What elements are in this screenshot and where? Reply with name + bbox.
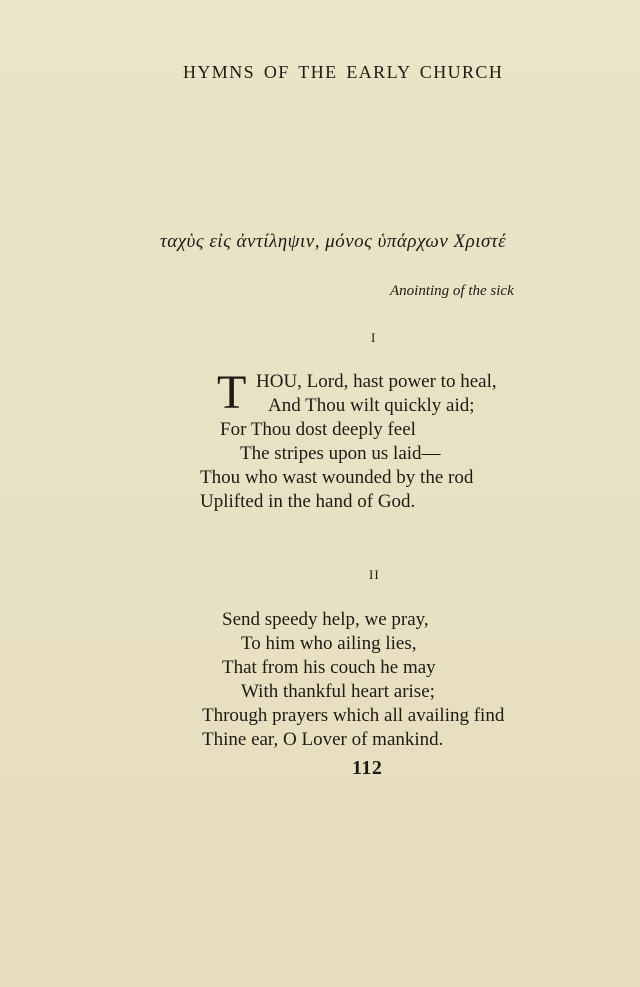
verse-line-2-1: Send speedy help, we pray, <box>222 609 429 630</box>
verse-line-2-4: With thankful heart arise; <box>241 681 435 702</box>
verse-line-1-6: Uplifted in the hand of God. <box>200 491 416 512</box>
verse-line-2-5: Through prayers which all availing find <box>202 705 505 726</box>
verse-line-2-2: To him who ailing lies, <box>241 633 417 654</box>
verse-line-1-1-text: HOU, Lord, hast power to heal, <box>256 371 497 392</box>
verse-line-1-4: The stripes upon us laid— <box>240 443 441 464</box>
verse-line-1-5: Thou who wast wounded by the rod <box>200 467 474 488</box>
running-head: HYMNS OF THE EARLY CHURCH <box>183 62 504 82</box>
verse-line-1-3: For Thou dost deeply feel <box>220 419 416 440</box>
drop-cap: T <box>217 366 247 419</box>
greek-title: ταχὺς εἰς ἀντίληψιν, μόνος ὑπάρχων Χριστέ <box>160 231 507 252</box>
stanza-numeral-1: I <box>371 330 377 345</box>
stanza-1 <box>200 366 497 514</box>
verse-line-1-1 <box>200 370 497 394</box>
stanza-numeral-2: II <box>369 567 380 582</box>
page-number: 112 <box>352 757 383 779</box>
verse-line-2-6: Thine ear, O Lover of mankind. <box>202 729 444 750</box>
hymn-subtitle: Anointing of the sick <box>390 283 514 299</box>
verse-line-1-2: And Thou wilt quickly aid; <box>268 395 475 416</box>
stanza-2 <box>202 608 504 752</box>
verse-line-2-3: That from his couch he may <box>222 657 436 678</box>
